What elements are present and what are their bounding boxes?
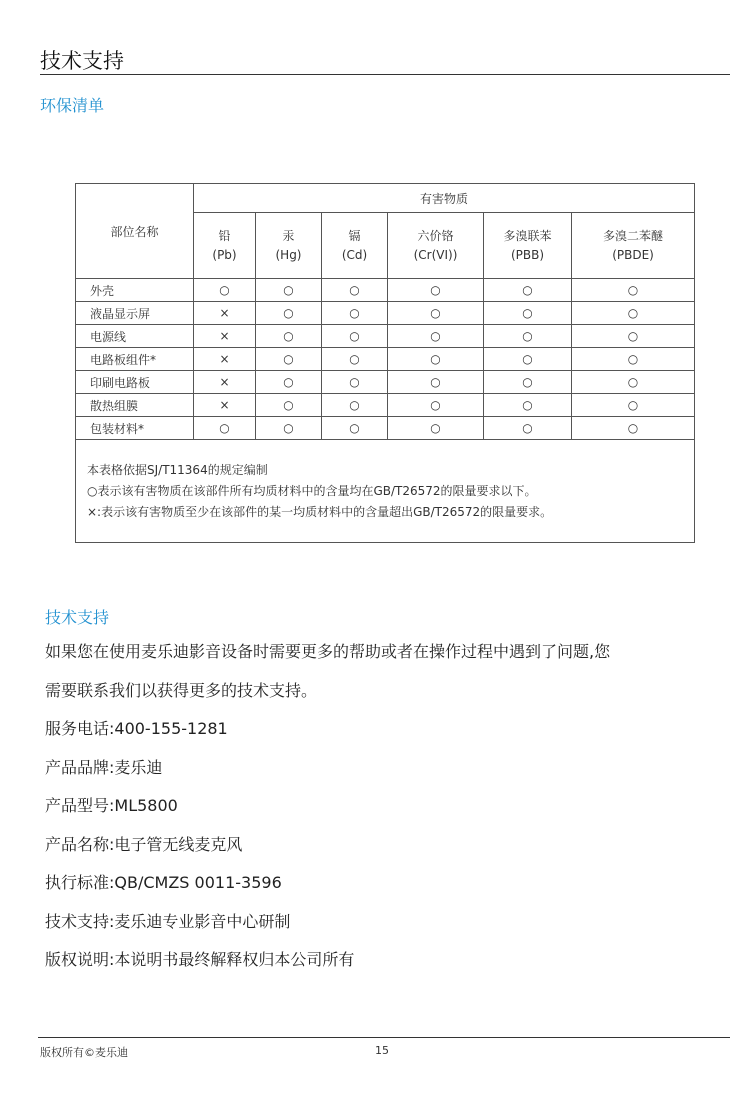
substance-mark-cell: ○ <box>322 325 388 348</box>
page-header <box>40 47 730 75</box>
substance-header <box>256 213 322 279</box>
part-column-header: 部位名称 <box>76 184 194 279</box>
substance-mark-cell: ○ <box>322 279 388 302</box>
part-name-cell: 外壳 <box>76 279 194 302</box>
substance-mark-cell: ○ <box>484 417 572 440</box>
substance-name: 汞 <box>282 228 295 243</box>
substance-mark-cell: ○ <box>388 394 484 417</box>
substance-name: 多溴二苯醚 <box>603 228 664 243</box>
substance-mark-cell: ○ <box>484 279 572 302</box>
substance-mark-cell: ○ <box>484 325 572 348</box>
substance-name: 六价铬 <box>417 228 454 243</box>
tech-support-line: 产品型号:ML5800 <box>45 796 178 815</box>
substance-mark-cell: ○ <box>572 279 695 302</box>
rohs-table <box>75 183 695 543</box>
substance-header <box>484 213 572 279</box>
substance-mark-cell: ○ <box>256 348 322 371</box>
table-notes <box>76 440 695 543</box>
page-number: 15 <box>375 1044 389 1057</box>
substance-mark-cell: ○ <box>484 371 572 394</box>
substance-mark-cell: ○ <box>484 394 572 417</box>
substance-mark-cell: ○ <box>572 371 695 394</box>
table-note-line: ○表示该有害物质在该部件所有均质材料中的含量均在GB/T26572的限量要求以下。 <box>87 483 537 498</box>
substance-mark-cell: ○ <box>322 394 388 417</box>
substance-name: 镉 <box>348 228 361 243</box>
substance-mark-cell: ○ <box>322 417 388 440</box>
table-row <box>76 279 695 302</box>
tech-support-body <box>45 643 705 990</box>
substance-mark-cell: ○ <box>388 302 484 325</box>
table-note-line: ×:表示该有害物质至少在该部件的某一均质材料中的含量超出GB/T26572的限量要求。 <box>87 504 553 519</box>
substance-mark-cell: ○ <box>484 302 572 325</box>
substance-header <box>194 213 256 279</box>
substance-mark-cell: ○ <box>572 417 695 440</box>
tech-support-line: 服务电话:400-155-1281 <box>45 719 228 738</box>
rohs-section-title: 环保清单 <box>40 96 105 115</box>
substance-mark-cell: ○ <box>322 371 388 394</box>
substance-name: 多溴联苯 <box>503 228 552 243</box>
substance-mark-cell: ○ <box>484 348 572 371</box>
substance-mark-cell: ○ <box>388 371 484 394</box>
substance-symbol: (Cr(VI)) <box>413 247 458 262</box>
substance-mark-cell: ○ <box>572 325 695 348</box>
tech-support-line: 执行标准:QB/CMZS 0011-3596 <box>45 873 282 892</box>
substance-header <box>388 213 484 279</box>
part-name-cell: 包装材料* <box>76 417 194 440</box>
substance-mark-cell: ○ <box>388 348 484 371</box>
tech-support-line: 技术支持:麦乐迪专业影音中心研制 <box>45 911 291 931</box>
substance-mark-cell: ○ <box>388 279 484 302</box>
tech-support-line: 版权说明:本说明书最终解释权归本公司所有 <box>45 950 355 969</box>
substance-header <box>572 213 695 279</box>
substance-symbol: (Pb) <box>212 247 237 262</box>
tech-support-line: 产品名称:电子管无线麦克风 <box>45 834 243 854</box>
part-name-cell: 电源线 <box>76 325 194 348</box>
part-name-cell: 散热组膜 <box>76 394 194 417</box>
substance-mark-cell: ○ <box>256 279 322 302</box>
substance-mark-cell: ○ <box>194 279 256 302</box>
substance-mark-cell: ○ <box>194 417 256 440</box>
footer-copyright: 版权所有©麦乐迪 <box>40 1046 128 1059</box>
substance-mark-cell: ○ <box>322 348 388 371</box>
table-row <box>76 325 695 348</box>
substance-mark-cell: × <box>194 325 256 348</box>
header-rule <box>40 74 730 75</box>
substance-mark-cell: × <box>194 371 256 394</box>
page-footer <box>38 1037 730 1059</box>
header-title: 技术支持 <box>40 49 124 73</box>
substance-symbol: (Cd) <box>341 247 368 262</box>
substance-mark-cell: ○ <box>388 325 484 348</box>
substance-header <box>322 213 388 279</box>
substance-mark-cell: ○ <box>256 302 322 325</box>
table-row <box>76 348 695 371</box>
substance-mark-cell: × <box>194 348 256 371</box>
substances-header: 有害物质 <box>194 184 695 213</box>
substance-mark-cell: ○ <box>256 417 322 440</box>
table-row <box>76 302 695 325</box>
footer-rule <box>38 1037 730 1038</box>
table-note-line: 本表格依据SJ/T11364的规定编制 <box>87 462 268 477</box>
part-name-cell: 印刷电路板 <box>76 371 194 394</box>
table-row <box>76 371 695 394</box>
substance-name: 铅 <box>218 228 231 243</box>
tech-support-title: 技术支持 <box>45 608 110 627</box>
table-row <box>76 417 695 440</box>
substance-mark-cell: ○ <box>256 394 322 417</box>
substance-symbol: (Hg) <box>275 247 302 262</box>
substance-mark-cell: × <box>194 394 256 417</box>
substance-mark-cell: ○ <box>256 371 322 394</box>
tech-support-line: 产品品牌:麦乐迪 <box>45 757 163 777</box>
substance-mark-cell: ○ <box>256 325 322 348</box>
substance-mark-cell: ○ <box>572 348 695 371</box>
substance-mark-cell: ○ <box>388 417 484 440</box>
part-name-cell: 电路板组件* <box>76 348 194 371</box>
substance-mark-cell: ○ <box>322 302 388 325</box>
substance-mark-cell: ○ <box>572 302 695 325</box>
table-row <box>76 394 695 417</box>
substance-symbol: (PBDE) <box>612 247 654 262</box>
substance-symbol: (PBB) <box>510 247 545 262</box>
part-name-cell: 液晶显示屏 <box>76 302 194 325</box>
substance-mark-cell: × <box>194 302 256 325</box>
substance-mark-cell: ○ <box>572 394 695 417</box>
tech-support-line: 如果您在使用麦乐迪影音设备时需要更多的帮助或者在操作过程中遇到了问题,您 <box>45 642 611 661</box>
tech-support-line: 需要联系我们以获得更多的技术支持。 <box>45 680 318 700</box>
